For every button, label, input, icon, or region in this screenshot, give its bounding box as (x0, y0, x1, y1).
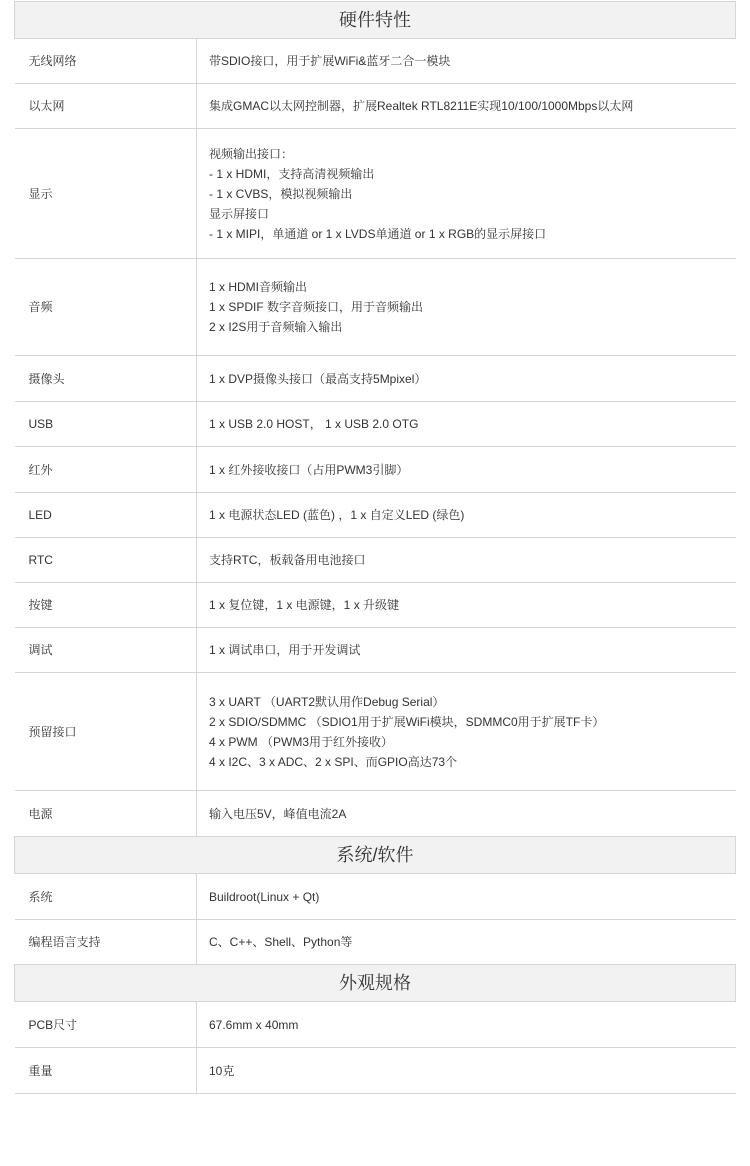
spec-label: PCB尺寸 (15, 1002, 197, 1048)
spec-row (15, 356, 736, 402)
spec-label: 按键 (15, 583, 197, 628)
spec-value (197, 583, 736, 628)
spec-value-line: - 1 x HDMI，支持高清视频输出 (209, 166, 375, 181)
spec-value-line: 集成GMAC以太网控制器，扩展Realtek RTL8211E实现10/100/1000Mbps以太网 (209, 99, 634, 113)
spec-row (15, 538, 736, 583)
spec-row (15, 673, 736, 791)
spec-value (197, 1048, 736, 1094)
spec-row (15, 1048, 736, 1094)
spec-value-line: 4 x I2C、3 x ADC、2 x SPI、而GPIO高达73个 (209, 754, 458, 769)
spec-label: 摄像头 (15, 356, 197, 402)
section-header-row (15, 2, 736, 39)
spec-row (15, 1002, 736, 1048)
spec-value-line: 支持RTC，板载备用电池接口 (209, 553, 366, 567)
spec-row (15, 493, 736, 538)
spec-row (15, 874, 736, 920)
spec-value-line: - 1 x CVBS，模拟视频输出 (209, 186, 353, 201)
spec-label: 重量 (15, 1048, 197, 1094)
spec-value-line: Buildroot(Linux + Qt) (209, 889, 320, 904)
spec-label: 音频 (15, 259, 197, 356)
spec-row (15, 84, 736, 129)
spec-value (197, 493, 736, 538)
spec-table (14, 1, 736, 1094)
section-title: 外观规格 (15, 965, 736, 1002)
spec-label: 电源 (15, 791, 197, 837)
spec-value-line: 1 x 复位键，1 x 电源键，1 x 升级键 (209, 598, 400, 612)
spec-value-line: 视频输出接口： (209, 146, 294, 161)
spec-value-line: 1 x SPDIF 数字音频接口，用于音频输出 (209, 300, 424, 314)
spec-value-line: 1 x USB 2.0 HOST， 1 x USB 2.0 OTG (209, 417, 419, 431)
spec-value-line: 1 x 红外接收接口（占用PWM3引脚） (209, 462, 409, 477)
spec-label: 编程语言支持 (15, 920, 197, 965)
section-title: 系统/软件 (15, 837, 736, 874)
spec-row (15, 791, 736, 837)
spec-value-line: 2 x I2S用于音频输入输出 (209, 320, 343, 334)
spec-value (197, 791, 736, 837)
spec-value-line: - 1 x MIPI，单通道 or 1 x LVDS单通道 or 1 x RGB的显示屏接口 (209, 226, 547, 241)
spec-value (197, 39, 736, 84)
spec-label: 系统 (15, 874, 197, 920)
spec-value (197, 920, 736, 965)
spec-value-line: 1 x 调试串口，用于开发调试 (209, 643, 361, 657)
spec-value-line: 2 x SDIO/SDMMC （SDIO1用于扩展WiFi模块，SDMMC0用于扩展TF卡） (209, 714, 605, 729)
spec-value-line: 1 x 电源状态LED (蓝色) ，1 x 自定义LED (绿色) (209, 508, 465, 522)
spec-row (15, 39, 736, 84)
spec-value (197, 356, 736, 402)
spec-label: 红外 (15, 447, 197, 493)
spec-value (197, 874, 736, 920)
spec-value-line: 输入电压5V，峰值电流2A (209, 806, 347, 821)
spec-value (197, 628, 736, 673)
section-title: 硬件特性 (15, 2, 736, 39)
spec-label: 调试 (15, 628, 197, 673)
spec-value-line: 10克 (209, 1063, 235, 1078)
spec-label: 无线网络 (15, 39, 197, 84)
spec-label: 以太网 (15, 84, 197, 129)
spec-label: USB (15, 402, 197, 447)
spec-label: 预留接口 (15, 673, 197, 791)
spec-row (15, 447, 736, 493)
spec-value (197, 538, 736, 583)
spec-value (197, 1002, 736, 1048)
spec-row (15, 583, 736, 628)
spec-value-line: 显示屏接口 (209, 206, 270, 221)
spec-value (197, 259, 736, 356)
spec-row (15, 402, 736, 447)
spec-row (15, 628, 736, 673)
spec-value-line: 1 x DVP摄像头接口（最高支持5Mpixel） (209, 371, 427, 386)
spec-value-line: 3 x UART （UART2默认用作Debug Serial） (209, 694, 445, 709)
spec-row (15, 129, 736, 259)
spec-value (197, 129, 736, 259)
spec-row (15, 920, 736, 965)
spec-label: RTC (15, 538, 197, 583)
spec-value-line: 4 x PWM （PWM3用于红外接收） (209, 734, 394, 749)
spec-value-line: C、C++、Shell、Python等 (209, 935, 353, 949)
spec-value (197, 673, 736, 791)
spec-row (15, 259, 736, 356)
spec-value (197, 84, 736, 129)
spec-value-line: 67.6mm x 40mm (209, 1017, 299, 1032)
spec-value (197, 447, 736, 493)
section-header-row (15, 965, 736, 1002)
spec-label: 显示 (15, 129, 197, 259)
spec-label: LED (15, 493, 197, 538)
spec-value-line: 带SDIO接口，用于扩展WiFi&蓝牙二合一模块 (209, 54, 451, 68)
spec-value-line: 1 x HDMI音频输出 (209, 280, 308, 294)
section-header-row (15, 837, 736, 874)
spec-value (197, 402, 736, 447)
